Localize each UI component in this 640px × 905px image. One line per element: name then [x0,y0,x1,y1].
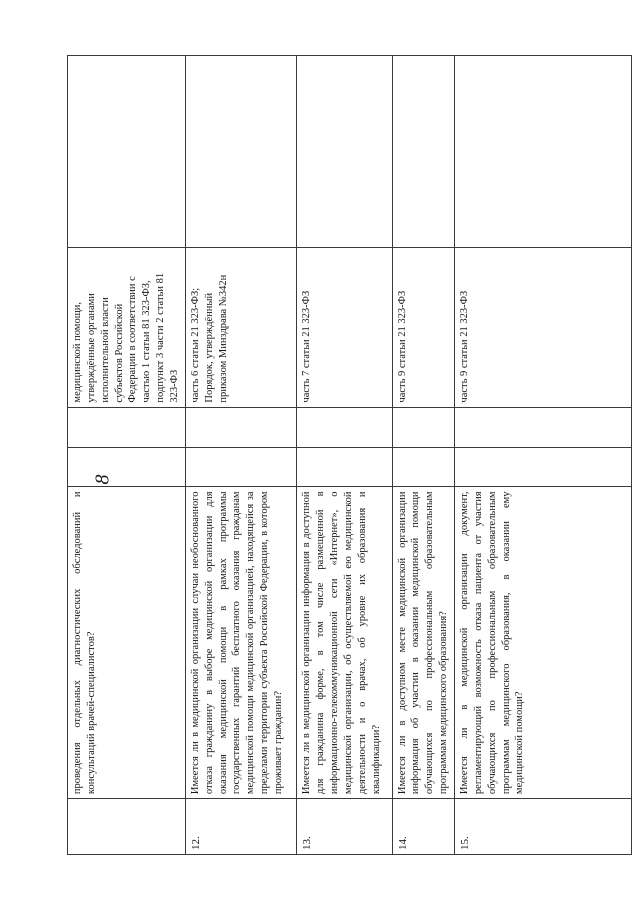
row-number: 14. [392,799,454,855]
question-cell: Имеется ли в доступном месте медицинской организации информация об участии в оказании медицинской помощи обучающихся по профессиональным образовательным программам медицинского образования? [392,487,454,799]
answer-cell [392,447,454,487]
note-cell [297,56,392,248]
row-number: 13. [297,799,392,855]
reference-cell: часть 9 статьи 21 323-ФЗ [454,247,631,407]
answer-cell [68,447,186,487]
answer-cell [297,447,392,487]
answer-cell [392,407,454,447]
table-row [392,56,454,855]
answer-cell [185,407,296,447]
answer-cell [454,407,631,447]
table-row [185,56,296,855]
note-cell [68,56,186,248]
row-number [68,799,186,855]
note-cell [454,56,631,248]
note-cell [392,56,454,248]
row-number: 12. [185,799,296,855]
answer-cell [185,447,296,487]
answer-cell [454,447,631,487]
page-number: 8 [91,474,114,485]
rotated-table-area [67,55,632,855]
reference-cell: часть 7 статьи 21 323-ФЗ [297,247,392,407]
question-cell: Имеется ли в медицинской организации случаи необоснованного отказа гражданину в выборе медицинской организации для оказания медицинской помощи в рамках программы государственных гарантий бесплатного оказания гражданам медицинской помощи медицинской организацией, находящейся за пределами территории субъекта Российской Федерации, в котором проживает гражданин? [185,487,296,799]
reference-cell: медицинской помощи, утверждённые органами исполнительной власти субъектов Российской Федерации в соответствии с частью 1 статьи 81 323-ФЗ, подпункт 3 части 2 статьи 81 323-ФЗ [68,247,186,407]
answer-cell [297,407,392,447]
table-row [454,56,631,855]
answer-cell [68,407,186,447]
checklist-table [67,55,632,855]
table-row [297,56,392,855]
reference-cell: часть 9 статьи 21 323-ФЗ [392,247,454,407]
question-cell: проведения отдельных диагностических обследований и консультаций врачей-специалистов? [68,487,186,799]
question-cell: Имеется ли в медицинской организации документ, регламентирующий возможность отказа пациента от участия обучающихся по профессиональным образовательным программам медицинского образования, в оказании ему медицинской помощи? [454,487,631,799]
note-cell [185,56,296,248]
question-cell: Имеется ли в медицинской организации информация в доступной для гражданина форме, в том числе размещенной в информационно-телекоммуникационной сети «Интернет», о медицинской организации, об осуществляемой ею медицинской деятельности и о врачах, об уровне их образования и квалификации? [297,487,392,799]
reference-cell: часть 6 статьи 21 323-ФЗ; Порядок, утверждённый приказом Минздрава №342н [185,247,296,407]
table-row [68,56,186,855]
row-number: 15. [454,799,631,855]
